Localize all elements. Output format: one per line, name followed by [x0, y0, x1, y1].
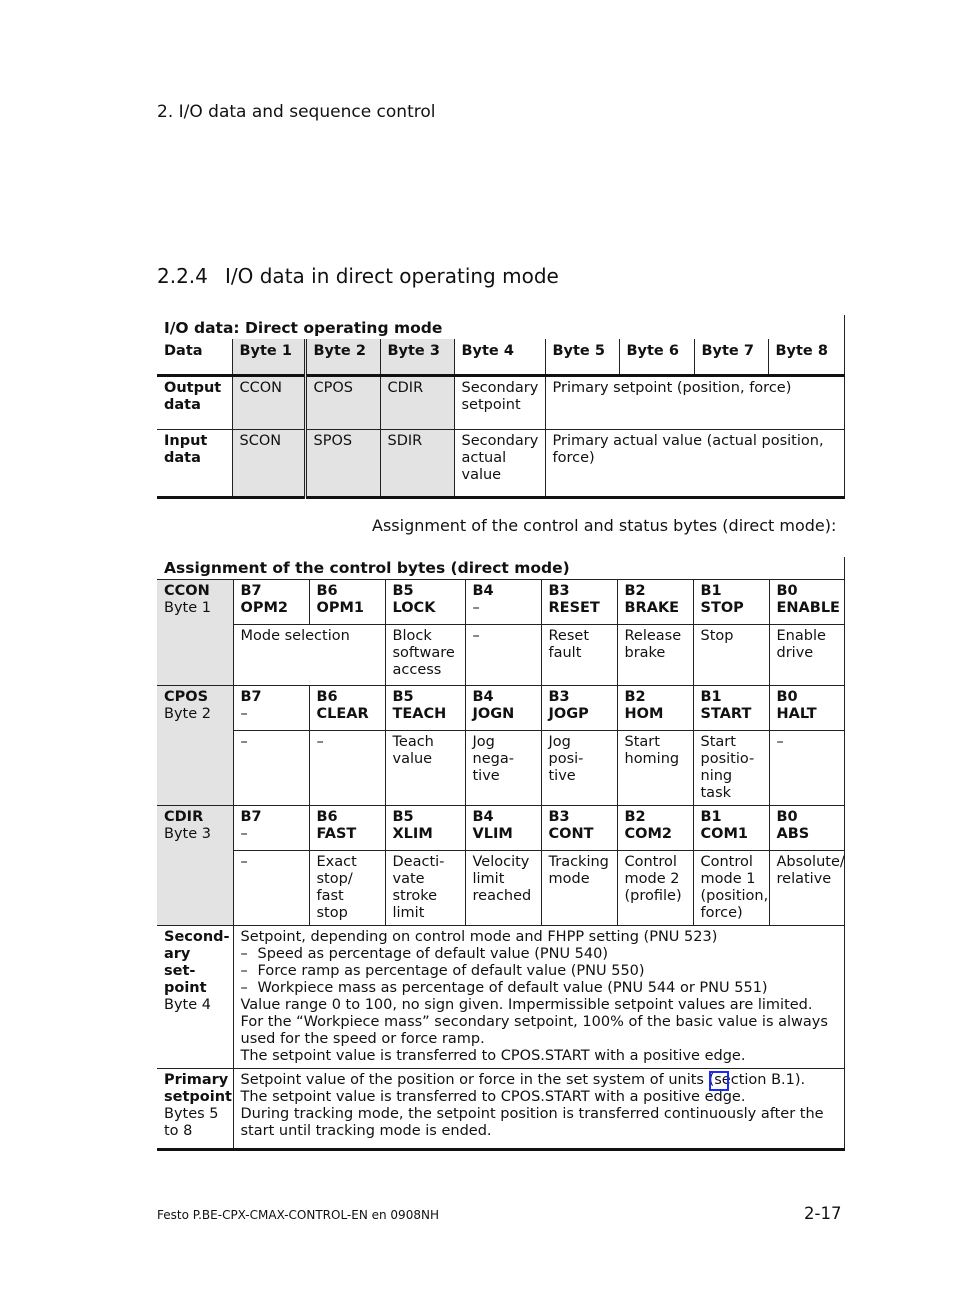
byte-name: CDIR [164, 809, 204, 825]
desc-cell: Velocity limit reached [465, 851, 541, 926]
desc-cell: Deacti-vate stroke limit [385, 851, 465, 926]
desc-cell: Stop [693, 625, 769, 686]
bit-cell: B2 BRAKE [617, 580, 693, 625]
bit-cell: B5 XLIM [385, 806, 465, 851]
bit-cell: B1 STOP [693, 580, 769, 625]
bit-cell: B0 ENABLE [769, 580, 844, 625]
desc-cell: – [465, 625, 541, 686]
section-title: I/O data in direct operating mode [225, 264, 559, 288]
table-row [157, 376, 844, 430]
desc-cell: – [233, 851, 309, 926]
table-cell: CPOS [305, 376, 380, 430]
secondary-setpoint-row [157, 926, 844, 1069]
header-cell: Byte 7 [694, 339, 768, 376]
desc-cell: Absolute/ relative [769, 851, 844, 926]
page-number: 2-17 [804, 1204, 842, 1223]
bit-cell: B3 JOGP [541, 686, 617, 731]
primary-setpoint-text: Setpoint value of the position or force in the set system of units (section B.1). The setpoint value is transferred to CPOS.START with a positive edge. During tracking mode, the setpoint position is transferred continuously after the start until tracking mode is ended. [240, 1072, 824, 1139]
table-cell: SDIR [380, 430, 454, 498]
header-cell: Byte 4 [454, 339, 545, 376]
header-cell: Byte 3 [380, 339, 454, 376]
table-cell: SCON [232, 430, 305, 498]
io-table-header-row [157, 339, 844, 376]
io-data-table [157, 315, 845, 499]
cpos-bits-row [157, 686, 844, 731]
table-cell: SPOS [305, 430, 380, 498]
bit-cell: B4 – [465, 580, 541, 625]
bit-cell: B2 HOM [617, 686, 693, 731]
chapter-heading: 2. I/O data and sequence control [157, 102, 436, 122]
ccon-label [157, 580, 233, 686]
section-number: 2.2.4 [157, 264, 208, 288]
bit-cell: B4 VLIM [465, 806, 541, 851]
desc-cell: – [309, 731, 385, 806]
bit-cell: B0 HALT [769, 686, 844, 731]
ccon-bits-row [157, 580, 844, 625]
byte-number: Byte 1 [164, 600, 211, 616]
bit-cell: B5 TEACH [385, 686, 465, 731]
row-label: Output data [157, 376, 232, 430]
bit-cell: B3 CONT [541, 806, 617, 851]
bit-cell: B1 START [693, 686, 769, 731]
desc-cell: Jog posi-tive [541, 731, 617, 806]
bit-cell: B6 CLEAR [309, 686, 385, 731]
ccon-desc-row [157, 625, 844, 686]
bit-cell: B7 – [233, 686, 309, 731]
bit-cell: B4 JOGN [465, 686, 541, 731]
header-cell: Byte 1 [232, 339, 305, 376]
secondary-setpoint-text: Setpoint, depending on control mode and FHPP setting (PNU 523) – Speed as percentage of default value (PNU 540) – Force ramp as percentage of default value (PNU 550) – Workpiece mass as percentage of default value (PNU 544 or PNU 551) Value range 0 to 100, no sign given. Impermissible setpoint values are limited. For the “Workpiece mass” secondary setpoint, 100% of the basic value is always used for the speed or force ramp. The setpoint value is transferred to CPOS.START with a positive edge. [233, 926, 844, 1069]
byte-name: CCON [164, 583, 210, 599]
desc-cell: Release brake [617, 625, 693, 686]
cpos-label [157, 686, 233, 806]
control-table-title: Assignment of the control bytes (direct mode) [157, 557, 844, 580]
bit-cell: B1 COM1 [693, 806, 769, 851]
header-cell: Byte 5 [545, 339, 619, 376]
bit-cell: B2 COM2 [617, 806, 693, 851]
cdir-desc-row [157, 851, 844, 926]
table-caption: Assignment of the control and status bytes (direct mode): [372, 516, 837, 535]
table-cell: Primary setpoint (position, force) [545, 376, 844, 430]
desc-cell: Control mode 2 (profile) [617, 851, 693, 926]
header-cell: Byte 6 [619, 339, 694, 376]
cdir-bits-row [157, 806, 844, 851]
table-cell: CCON [232, 376, 305, 430]
byte-number: Byte 3 [164, 826, 211, 842]
bit-cell: B7 – [233, 806, 309, 851]
table-row [157, 430, 844, 498]
primary-setpoint-row [157, 1069, 844, 1150]
header-cell: Byte 8 [768, 339, 844, 376]
desc-cell: Control mode 1 (position, force) [693, 851, 769, 926]
header-cell: Data [157, 339, 232, 376]
desc-cell: – [233, 731, 309, 806]
table-cell: Secondary setpoint [454, 376, 545, 430]
table-cell: CDIR [380, 376, 454, 430]
desc-cell: Tracking mode [541, 851, 617, 926]
bit-cell: B5 LOCK [385, 580, 465, 625]
section-link-highlight[interactable] [709, 1071, 729, 1091]
desc-cell: Jog nega-tive [465, 731, 541, 806]
io-table-title: I/O data: Direct operating mode [164, 319, 443, 337]
bit-cell: B7 OPM2 [233, 580, 309, 625]
byte-name: CPOS [164, 689, 209, 705]
byte-number: Byte 2 [164, 706, 211, 722]
footer-doc-id: Festo P.BE-CPX-CMAX-CONTROL-EN en 0908NH [157, 1208, 439, 1222]
primary-setpoint-label: Primary setpoint Bytes 5 to 8 [157, 1069, 233, 1150]
desc-cell: Enable drive [769, 625, 844, 686]
section-heading [157, 264, 559, 288]
bit-cell: B6 OPM1 [309, 580, 385, 625]
control-bytes-table [157, 557, 845, 1151]
desc-cell: Start positio-ning task [693, 731, 769, 806]
table-cell: Secondary actual value [454, 430, 545, 498]
desc-cell: Mode selection [233, 625, 385, 686]
desc-cell: Exact stop/ fast stop [309, 851, 385, 926]
desc-cell: Block software access [385, 625, 465, 686]
list-item: – Force ramp as percentage of default value (PNU 550) [240, 963, 645, 979]
cdir-label [157, 806, 233, 926]
bit-cell: B6 FAST [309, 806, 385, 851]
desc-cell: Reset fault [541, 625, 617, 686]
secondary-setpoint-label: Second-ary set-point Byte 4 [157, 926, 233, 1069]
table-cell: Primary actual value (actual position, force) [552, 433, 824, 466]
desc-cell: – [769, 731, 844, 806]
desc-cell: Start homing [617, 731, 693, 806]
row-label: Input data [157, 430, 232, 498]
bit-cell: B3 RESET [541, 580, 617, 625]
desc-cell: Teach value [385, 731, 465, 806]
cpos-desc-row [157, 731, 844, 806]
list-item: – Speed as percentage of default value (PNU 540) [240, 946, 608, 962]
list-item: – Workpiece mass as percentage of default value (PNU 544 or PNU 551) [240, 980, 768, 996]
bit-cell: B0 ABS [769, 806, 844, 851]
header-cell: Byte 2 [305, 339, 380, 376]
